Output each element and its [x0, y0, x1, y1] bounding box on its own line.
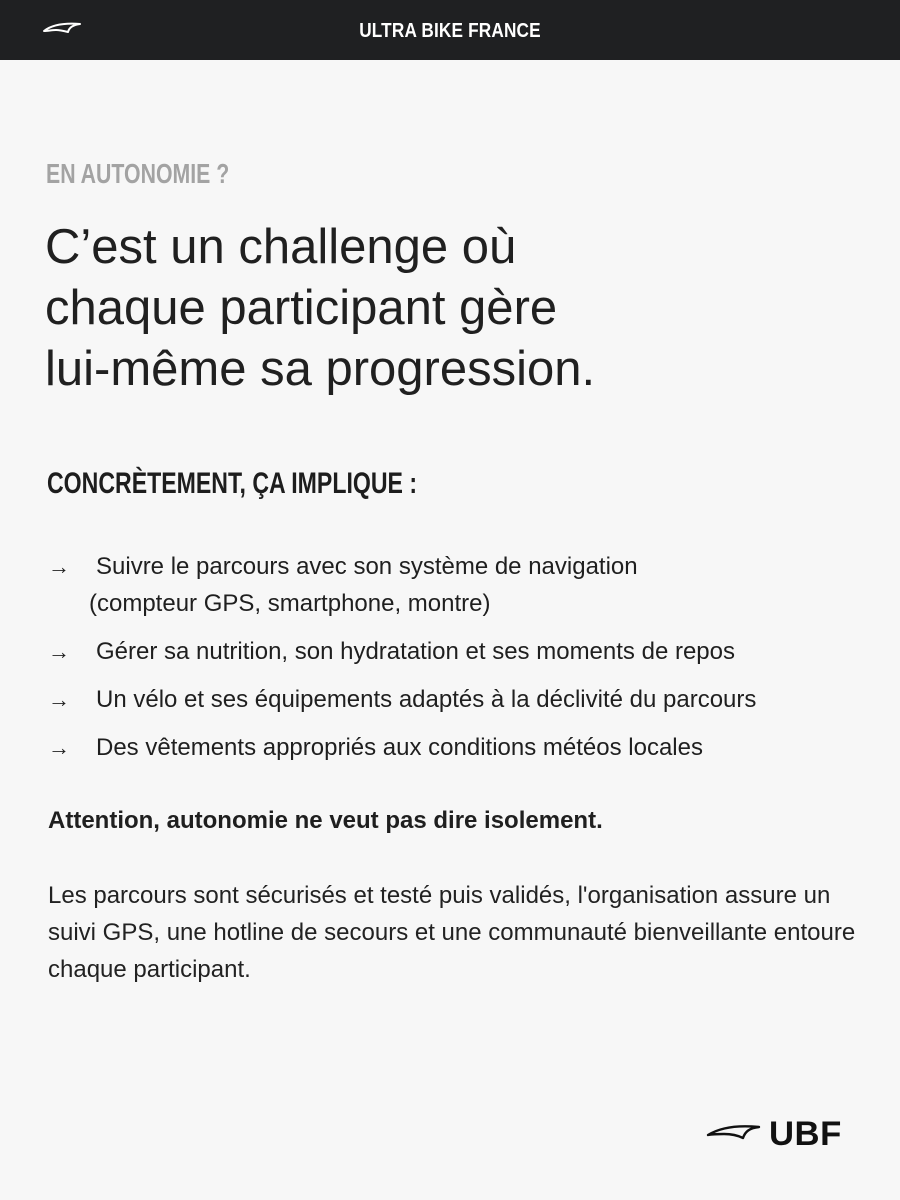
- ubf-swoosh-icon: [706, 1120, 761, 1144]
- section-eyebrow: EN AUTONOMIE ?: [46, 158, 230, 189]
- site-title: ULTRA BIKE FRANCE: [359, 20, 541, 42]
- implication-line: (compteur GPS, smartphone, montre): [89, 590, 491, 617]
- implication-item: [48, 681, 868, 718]
- implication-text: Gérer sa nutrition, son hydratation et ses moments de repos: [96, 638, 735, 665]
- implication-line: Suivre le parcours avec son système de navigation: [96, 553, 638, 580]
- arrow-right-icon: →: [48, 554, 70, 579]
- arrow-right-icon: →: [48, 639, 70, 664]
- footer-logo: [706, 1112, 856, 1152]
- implication-item: [48, 633, 868, 670]
- arrow-right-icon: →: [48, 735, 70, 760]
- headline-line: chaque participant gère: [45, 281, 558, 335]
- implications-list: [48, 548, 868, 777]
- implication-item: [48, 729, 868, 766]
- logo-text: UBF: [769, 1115, 842, 1153]
- implication-text: Des vêtements appropriés aux conditions météos locales: [96, 734, 703, 761]
- headline: [45, 217, 765, 400]
- safety-paragraph: Les parcours sont sécurisés et testé puis validés, l'organisation assure un suivi GPS, une hotline de secours et une communauté bienveillante entoure chaque participant.: [48, 882, 856, 983]
- headline-line: lui-même sa progression.: [45, 342, 596, 396]
- attention-note: Attention, autonomie ne veut pas dire isolement.: [48, 807, 603, 834]
- implications-heading: CONCRÈTEMENT, ÇA IMPLIQUE :: [47, 467, 418, 500]
- implication-item: [48, 548, 868, 622]
- top-banner: [0, 0, 900, 60]
- implication-text: Un vélo et ses équipements adaptés à la déclivité du parcours: [96, 686, 757, 713]
- arrow-right-icon: →: [48, 687, 70, 712]
- implication-text: [89, 548, 868, 622]
- headline-line: C’est un challenge où: [45, 220, 517, 274]
